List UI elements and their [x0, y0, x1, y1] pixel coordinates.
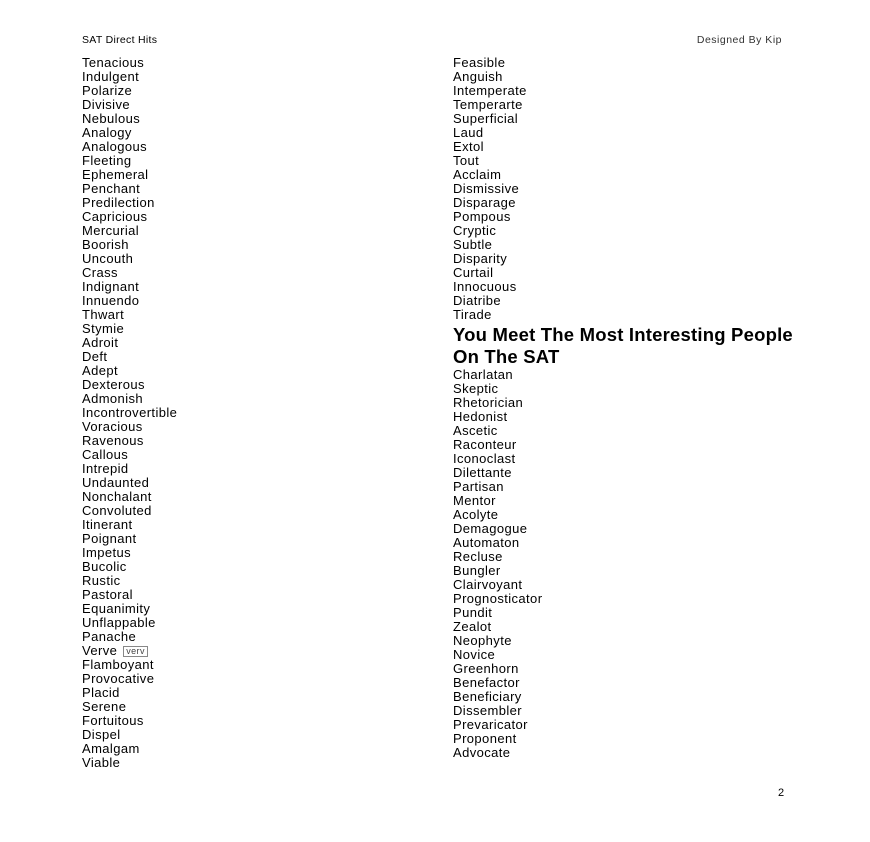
vocab-word: [82, 294, 177, 308]
vocab-word: [453, 592, 793, 606]
vocab-word: [82, 280, 177, 294]
vocab-word-text: Impetus: [82, 545, 132, 560]
vocab-word: [453, 438, 793, 452]
vocab-word-text: Neophyte: [453, 633, 512, 648]
vocab-word: [82, 210, 177, 224]
vocab-word-text: Dismissive: [453, 181, 520, 196]
vocab-word-text: Acclaim: [453, 167, 502, 182]
vocab-word: [453, 606, 793, 620]
vocab-word-text: Extol: [453, 139, 484, 154]
vocab-word-text: Incontrovertible: [82, 405, 178, 420]
vocab-word-text: Prevaricator: [453, 717, 528, 732]
vocab-word: [82, 252, 177, 266]
vocab-word-text: Stymie: [82, 321, 125, 336]
vocab-word-text: Innocuous: [453, 279, 517, 294]
vocab-word: [82, 672, 177, 686]
vocab-word-text: Itinerant: [82, 517, 133, 532]
vocab-word-text: Anguish: [453, 69, 503, 84]
vocab-word: [82, 462, 177, 476]
vocab-word: [453, 98, 793, 112]
vocab-word: [453, 452, 793, 466]
vocab-word-text: Beneficiary: [453, 689, 522, 704]
vocab-word-text: Unflappable: [82, 615, 156, 630]
vocab-word-text: Intrepid: [82, 461, 129, 476]
vocab-word-text: Amalgam: [82, 741, 140, 756]
vocab-word-text: Capricious: [82, 209, 148, 224]
vocab-word: [82, 728, 177, 742]
vocab-word-text: Feasible: [453, 55, 506, 70]
vocab-word-text: Deft: [82, 349, 108, 364]
vocab-word: [453, 182, 793, 196]
vocab-word: [453, 294, 793, 308]
vocab-word: [82, 168, 177, 182]
vocab-word-text: Ephemeral: [82, 167, 149, 182]
vocab-word: [82, 700, 177, 714]
vocab-word-text: Tenacious: [82, 55, 145, 70]
verve-note: verv: [123, 646, 148, 657]
vocab-word: [453, 196, 793, 210]
vocab-word: [453, 564, 793, 578]
vocab-word-text: Callous: [82, 447, 129, 462]
vocab-word: [453, 704, 793, 718]
vocab-word: [82, 602, 177, 616]
vocab-word: [453, 662, 793, 676]
vocab-word-text: Pundit: [453, 605, 493, 620]
vocab-word-text: Benefactor: [453, 675, 520, 690]
vocab-word-text: Disparity: [453, 251, 508, 266]
vocab-word: [453, 494, 793, 508]
vocab-word-text: Dexterous: [82, 377, 145, 392]
vocab-word-text: Polarize: [82, 83, 133, 98]
vocab-word-text: Rhetorician: [453, 395, 524, 410]
vocab-word-text: Penchant: [82, 181, 141, 196]
vocab-word: [453, 168, 793, 182]
vocab-word: [453, 648, 793, 662]
vocab-word-text: Divisive: [82, 97, 130, 112]
vocab-word-text: Iconoclast: [453, 451, 516, 466]
vocab-word-text: Dispel: [82, 727, 121, 742]
vocab-word: [453, 70, 793, 84]
vocab-word: [453, 732, 793, 746]
vocab-word-text: Flamboyant: [82, 657, 154, 672]
vocab-word-text: Tout: [453, 153, 480, 168]
vocab-word: [82, 756, 177, 770]
vocab-word-text: Acolyte: [453, 507, 499, 522]
vocab-word: [82, 560, 177, 574]
vocab-word-text: Laud: [453, 125, 484, 140]
vocab-word: [82, 574, 177, 588]
vocab-word: [453, 550, 793, 564]
vocab-word-text: Poignant: [82, 531, 137, 546]
vocab-word: [82, 644, 177, 658]
vocab-word: [82, 448, 177, 462]
vocab-word: [453, 224, 793, 238]
vocab-word: [453, 396, 793, 410]
vocab-word: [453, 690, 793, 704]
vocab-word-text: Greenhorn: [453, 661, 519, 676]
vocab-word: [82, 546, 177, 560]
vocab-word: [82, 308, 177, 322]
vocab-word: [82, 336, 177, 350]
vocab-word-text: Diatribe: [453, 293, 501, 308]
vocab-word: [82, 378, 177, 392]
vocab-word: [453, 154, 793, 168]
vocab-word: [82, 616, 177, 630]
vocab-word: [453, 382, 793, 396]
vocab-word-text: Crass: [82, 265, 118, 280]
vocab-word-text: Novice: [453, 647, 496, 662]
vocab-word-text: Raconteur: [453, 437, 517, 452]
vocab-word-text: Analogy: [82, 125, 132, 140]
vocab-word: [453, 634, 793, 648]
vocab-word-text: Provocative: [82, 671, 155, 686]
vocab-word-text: Temperarte: [453, 97, 523, 112]
vocab-word: [82, 434, 177, 448]
vocab-word: [453, 252, 793, 266]
header-left: SAT Direct Hits: [82, 34, 158, 46]
vocab-word: [453, 210, 793, 224]
vocab-word: [82, 350, 177, 364]
page-number: 2: [778, 787, 785, 799]
vocab-word-text: Skeptic: [453, 381, 499, 396]
vocab-word-text: Pastoral: [82, 587, 133, 602]
vocab-word-text: Indignant: [82, 279, 140, 294]
vocab-word-text: Mercurial: [82, 223, 140, 238]
vocab-word: [453, 140, 793, 154]
vocab-word: [82, 476, 177, 490]
vocab-word: [82, 518, 177, 532]
vocab-word: [82, 196, 177, 210]
vocab-word: [453, 676, 793, 690]
vocab-word: [82, 630, 177, 644]
vocab-word-text: Subtle: [453, 237, 493, 252]
vocab-word-text: Placid: [82, 685, 120, 700]
vocab-word: [82, 112, 177, 126]
vocab-word-text: Charlatan: [453, 367, 513, 382]
left-word-list: [82, 56, 177, 770]
vocab-word-text: Mentor: [453, 493, 496, 508]
vocab-word-text: Nonchalant: [82, 489, 152, 504]
vocab-word: [82, 392, 177, 406]
vocab-word: [82, 490, 177, 504]
vocab-word: [82, 322, 177, 336]
vocab-word-text: Equanimity: [82, 601, 151, 616]
vocab-word-text: Superficial: [453, 111, 519, 126]
vocab-word: [453, 522, 793, 536]
vocab-word-text: Nebulous: [82, 111, 141, 126]
vocab-word: [453, 746, 793, 760]
vocab-word: [453, 480, 793, 494]
vocab-word-text: Serene: [82, 699, 127, 714]
vocab-word-text: Advocate: [453, 745, 511, 760]
vocab-word: [82, 364, 177, 378]
vocab-word-text: Convoluted: [82, 503, 152, 518]
vocab-word: [82, 224, 177, 238]
vocab-word: [82, 140, 177, 154]
section-heading: You Meet The Most Interesting People On The SAT: [453, 324, 793, 367]
vocab-word: [82, 714, 177, 728]
vocab-word: [453, 424, 793, 438]
vocab-word: [82, 504, 177, 518]
vocab-word-text: Tirade: [453, 307, 492, 322]
vocab-word-text: Panache: [82, 629, 137, 644]
vocab-word-text: Cryptic: [453, 223, 497, 238]
vocab-word-text: Prognosticator: [453, 591, 543, 606]
vocab-word-text: Adroit: [82, 335, 119, 350]
vocab-word: [453, 126, 793, 140]
vocab-word: [82, 56, 177, 70]
vocab-word: [82, 238, 177, 252]
vocab-word: [82, 266, 177, 280]
vocab-word: [453, 266, 793, 280]
vocab-word-text: Ravenous: [82, 433, 144, 448]
vocab-word-text: Disparage: [453, 195, 516, 210]
vocab-word: [453, 620, 793, 634]
vocab-word-text: Clairvoyant: [453, 577, 523, 592]
vocab-word-text: Recluse: [453, 549, 503, 564]
vocab-word-text: Partisan: [453, 479, 504, 494]
vocab-word-text: Dilettante: [453, 465, 512, 480]
header-right: Designed By Kip: [696, 34, 782, 46]
vocab-word-text: Adept: [82, 363, 118, 378]
vocab-word-text: Undaunted: [82, 475, 150, 490]
vocab-word: [82, 406, 177, 420]
vocab-word-text: Proponent: [453, 731, 517, 746]
vocab-word: [453, 238, 793, 252]
vocab-word: [453, 280, 793, 294]
vocab-word: [82, 84, 177, 98]
vocab-word: [453, 84, 793, 98]
vocab-word: [453, 368, 793, 382]
vocab-word-text: Intemperate: [453, 83, 527, 98]
vocab-word: [453, 578, 793, 592]
vocab-word: [453, 56, 793, 70]
vocab-word: [453, 410, 793, 424]
vocab-word: [453, 308, 793, 322]
vocab-word: [82, 532, 177, 546]
vocab-word-text: Curtail: [453, 265, 494, 280]
vocab-word-text: Dissembler: [453, 703, 523, 718]
vocab-word-text: Boorish: [82, 237, 129, 252]
vocab-word-text: Viable: [82, 755, 121, 770]
vocab-word: [82, 588, 177, 602]
vocab-word-text: Voracious: [82, 419, 143, 434]
vocab-word-text: Hedonist: [453, 409, 508, 424]
vocab-word: [82, 420, 177, 434]
vocab-word-text: Fleeting: [82, 153, 132, 168]
vocab-word-text: Pompous: [453, 209, 511, 224]
vocab-word: [82, 742, 177, 756]
vocab-word: [82, 126, 177, 140]
vocab-word-text: Admonish: [82, 391, 144, 406]
vocab-word-text: Analogous: [82, 139, 148, 154]
vocab-word: [82, 182, 177, 196]
vocab-word-text: Bungler: [453, 563, 501, 578]
vocab-word-text: Predilection: [82, 195, 155, 210]
vocab-word: [82, 70, 177, 84]
vocab-word-text: Rustic: [82, 573, 121, 588]
vocab-word: [453, 536, 793, 550]
vocab-word: [453, 112, 793, 126]
vocab-word: [82, 98, 177, 112]
vocab-word: [453, 718, 793, 732]
right-column: [453, 56, 793, 760]
vocab-word-text: Zealot: [453, 619, 492, 634]
right-word-list-bottom: [453, 368, 793, 760]
vocab-word: [82, 686, 177, 700]
right-word-list-top: [453, 56, 793, 322]
vocab-word: [453, 466, 793, 480]
vocab-word-text: Uncouth: [82, 251, 134, 266]
vocab-word: [82, 658, 177, 672]
vocab-word-text: Fortuitous: [82, 713, 144, 728]
vocab-word-text: Demagogue: [453, 521, 528, 536]
vocab-word-text: Innuendo: [82, 293, 140, 308]
vocab-word: [453, 508, 793, 522]
vocab-word: [82, 154, 177, 168]
vocab-word-text: Automaton: [453, 535, 520, 550]
vocab-word-text: Indulgent: [82, 69, 140, 84]
vocab-word-text: Bucolic: [82, 559, 127, 574]
vocab-word-text: Thwart: [82, 307, 125, 322]
vocab-word-text: Ascetic: [453, 423, 498, 438]
vocab-word-text: Verve: [82, 643, 118, 658]
